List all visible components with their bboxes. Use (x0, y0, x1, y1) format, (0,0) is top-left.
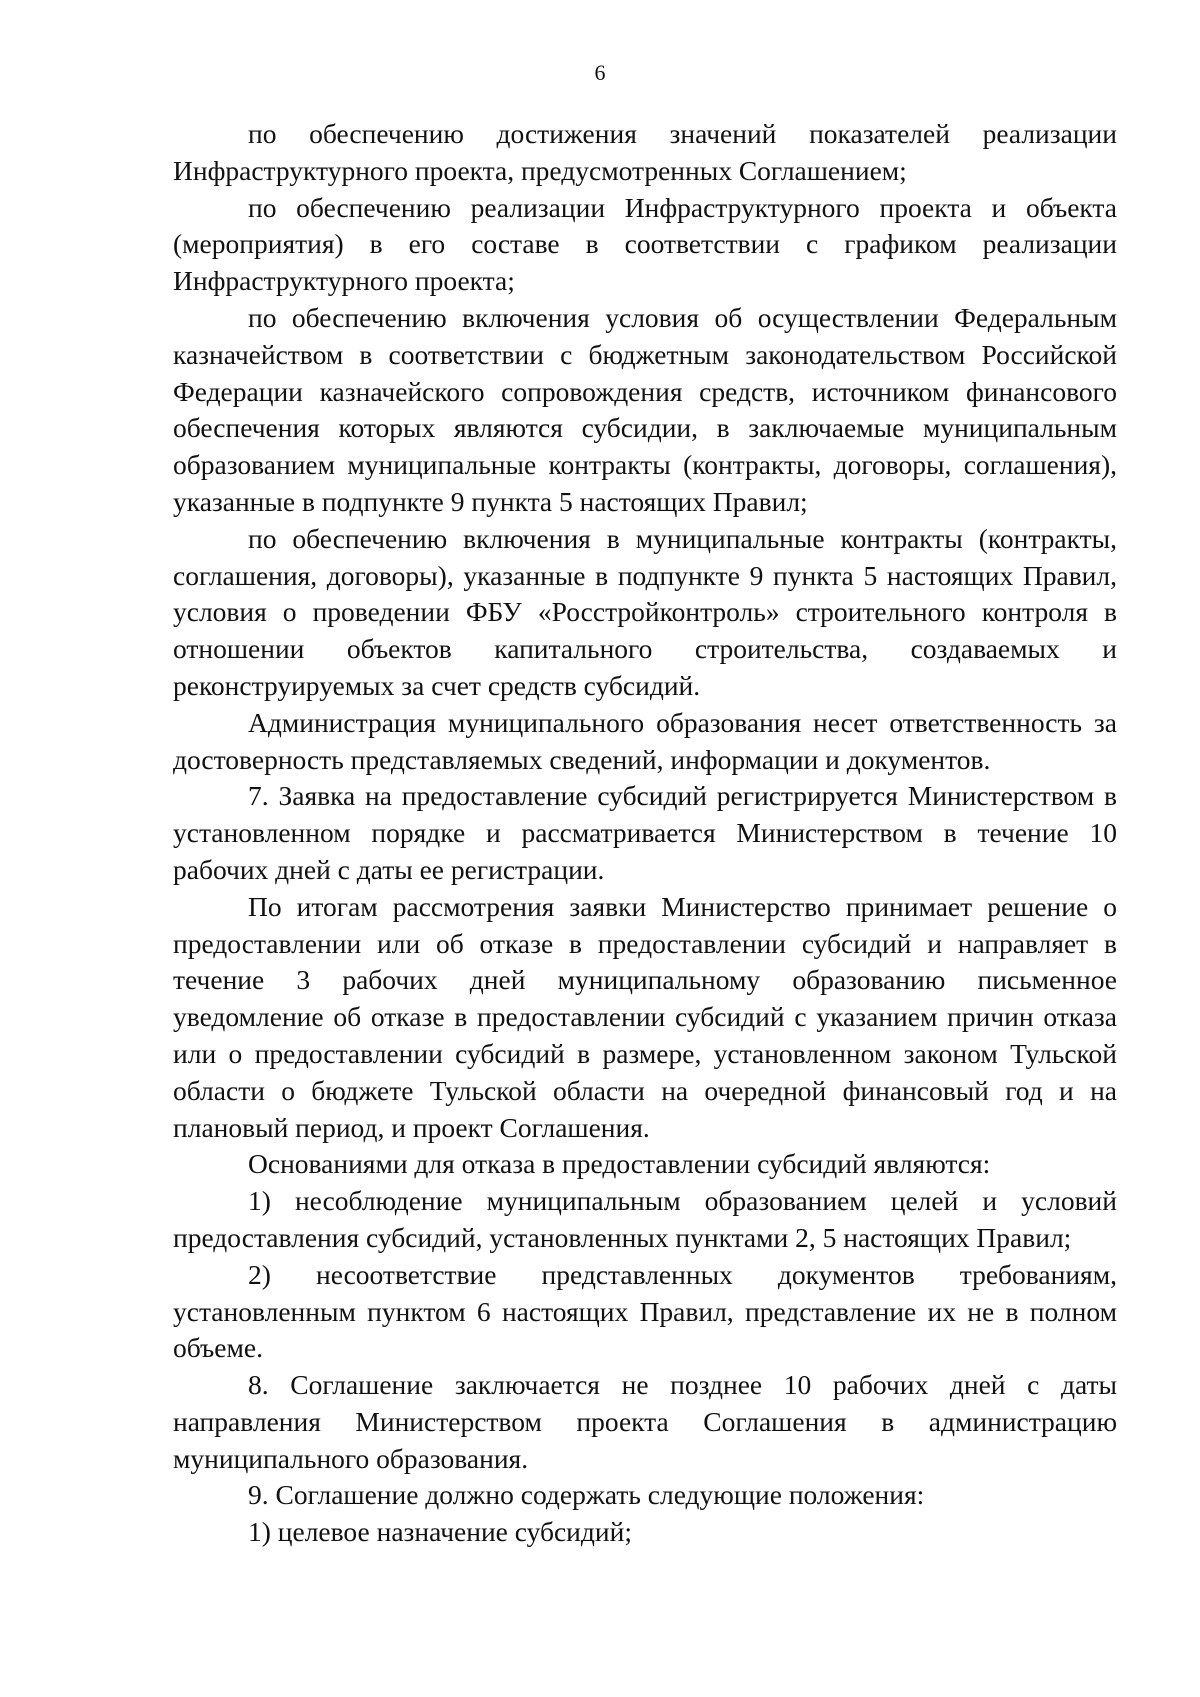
paragraph-refusal-ground-1: 1) несоблюдение муниципальным образованием целей и условий предоставления субсидий, установленных пунктами 2, 5 настоящих Правил; (173, 1185, 1117, 1253)
paragraph-item-8-agreement: 8. Соглашение заключается не позднее 10 рабочих дней с даты направления Министерством проекта Соглашения в администрацию муниципального образования. (173, 1369, 1117, 1474)
paragraph-provision-1: 1) целевое назначение субсидий; (248, 1516, 632, 1548)
paragraph-construction-control: по обеспечению включения в муниципальные контракты (контракты, соглашения, договоры), указанные в подпункте 9 пункта 5 настоящих Правил, условия о проведении ФБУ «Росстройконтроль» строительного контроля в отношении объектов капитального строительства, создаваемых и реконструируемых за счет средств субсидий. (173, 522, 1117, 701)
document-body (173, 116, 1117, 1551)
paragraph-project-implementation: по обеспечению реализации Инфраструктурного проекта и объекта (мероприятия) в его составе в соответствии с графиком реализации Инфраструктурного проекта; (173, 191, 1117, 297)
paragraph-item-7-application: 7. Заявка на предоставление субсидий регистрируется Министерством в установленном порядке и рассматривается Министерством в течение 10 рабочих дней с даты ее регистрации. (173, 780, 1117, 885)
paragraph-refusal-grounds-intro: Основаниями для отказа в предоставлении субсидий являются: (248, 1148, 991, 1180)
paragraph-review-results: По итогам рассмотрения заявки Министерство принимает решение о предоставлении или об отказе в предоставлении субсидий и направляет в течение 3 рабочих дней муниципальному образованию письменное уведомление об отказе в предоставлении субсидий с указанием причин отказа или о предоставлении субсидий в размере, установленном законом Тульской области о бюджете Тульской области на очередной финансовый год и на плановый период, и проект Соглашения. (173, 890, 1117, 1143)
page-number: 6 (594, 60, 606, 85)
paragraph-administration-responsibility: Администрация муниципального образования несет ответственность за достоверность представляемых сведений, информации и документов. (173, 706, 1117, 775)
paragraph-item-9-provisions: 9. Соглашение должно содержать следующие положения: (248, 1479, 925, 1511)
paragraph-indicators-achievement: по обеспечению достижения значений показателей реализации Инфраструктурного проекта, предусмотренных Соглашением; (173, 118, 1117, 186)
paragraph-treasury-support: по обеспечению включения условия об осуществлении Федеральным казначейством в соответствии с бюджетным законодательством Российской Федерации казначейского сопровождения средств, источником финансового обеспечения которых являются субсидии, в заключаемые муниципальным образованием муниципальные контракты (контракты, договоры, соглашения), указанные в подпункте 9 пункта 5 настоящих Правил; (173, 301, 1117, 517)
paragraph-refusal-ground-2: 2) несоответствие представленных документов требованиям, установленным пунктом 6 настоящих Правил, представление их не в полном объеме. (173, 1258, 1117, 1364)
